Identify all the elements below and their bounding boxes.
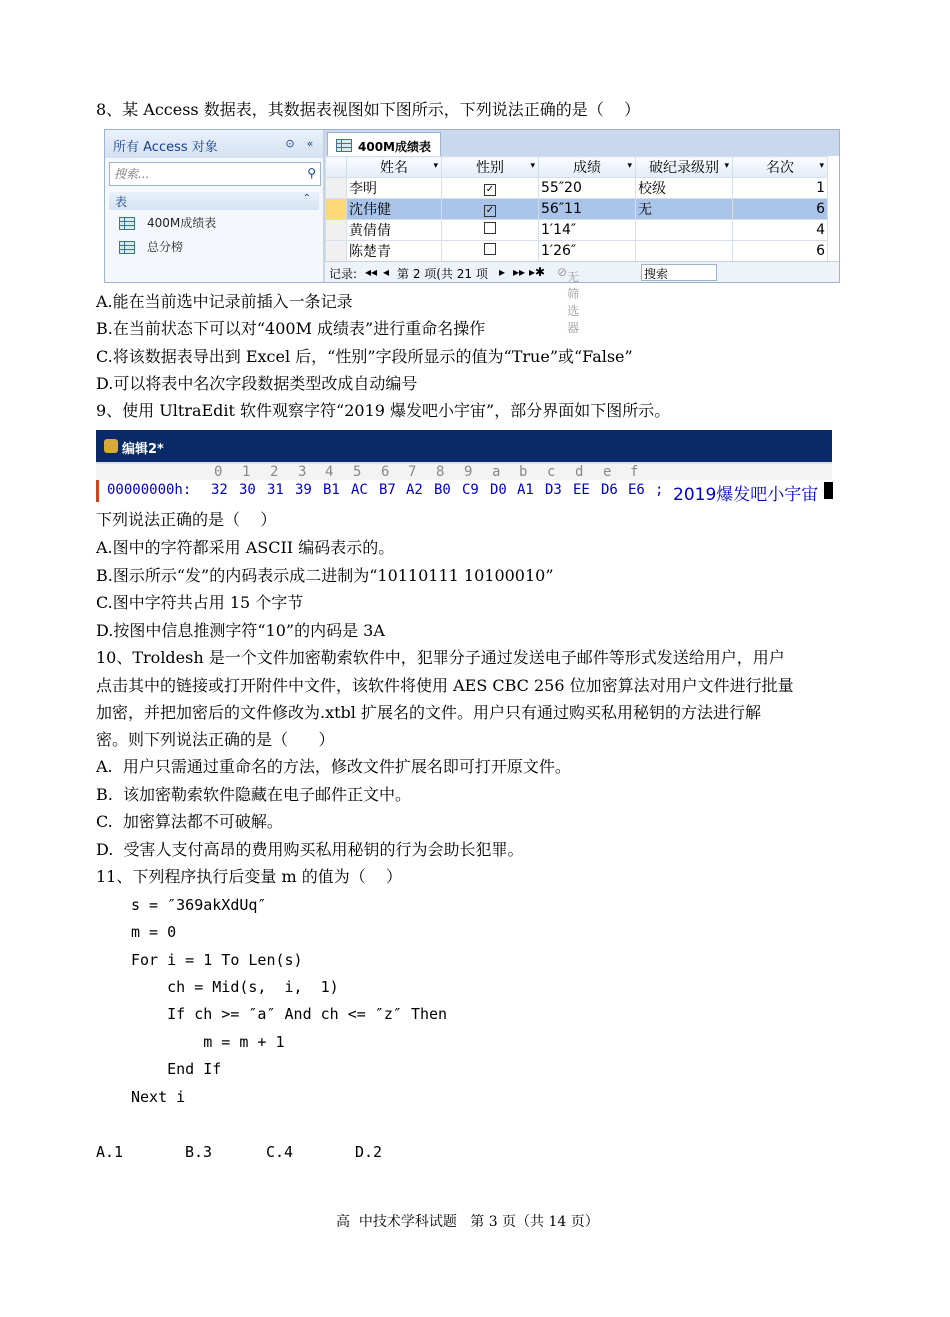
table-row-selected[interactable] <box>326 199 828 220</box>
hex-byte[interactable]: 32 <box>211 482 228 498</box>
tab-table[interactable] <box>327 132 441 157</box>
checkbox-checked[interactable]: ✓ <box>485 184 495 195</box>
hex-byte[interactable]: B1 <box>323 482 340 498</box>
dropdown-arrow-icon: ▾ <box>724 161 729 171</box>
hex-byte[interactable]: A1 <box>517 482 534 498</box>
hex-byte[interactable]: C9 <box>462 482 479 498</box>
q11-option-a: A.1 <box>96 1143 124 1161</box>
cell-rank[interactable]: 4 <box>733 220 828 241</box>
q9-stem: 9、使用 UltraEdit 软件观察字符“2019 爆发吧小宇宙”，部分界面如下图所示。 <box>96 401 671 420</box>
table-row[interactable] <box>326 178 828 199</box>
hex-separator: ; <box>655 482 664 498</box>
last-record-icon[interactable]: ▸▸ <box>513 265 526 279</box>
q10-stem-line: 加密，并把加密后的文件修改为.xtbl 扩展名的文件。用户只有通过购买私用秘钥的方法进行解 <box>96 703 761 722</box>
q10-stem-line: 密。则下列说法正确的是（ ） <box>96 730 335 749</box>
page-footer: 高 中技术学科试题 第 3 页（共 14 页） <box>336 1214 599 1230</box>
cell-score[interactable]: 1′14″ <box>539 220 636 241</box>
chevron-up-icon: ⌃ <box>302 193 311 204</box>
tab-label: 400M成绩表 <box>358 140 431 154</box>
q10-stem-line: 点击其中的链接或打开附件中文件，该软件将使用 AES CBC 256 位加密算法对用户文件进行批量 <box>96 676 794 695</box>
cell-score[interactable]: 55″20 <box>539 178 636 199</box>
nav-collapse-icon[interactable]: « <box>306 137 314 150</box>
nav-group-header[interactable] <box>109 192 319 210</box>
code-line: ch = Mid(s, i, 1) <box>131 978 339 996</box>
ue-title: 编辑2* <box>122 442 164 457</box>
record-label: 记录: <box>329 267 358 281</box>
checkbox-unchecked[interactable] <box>484 243 496 255</box>
record-navigator <box>325 261 839 335</box>
dropdown-arrow-icon: ▾ <box>627 161 632 171</box>
hex-byte[interactable]: 30 <box>239 482 256 498</box>
nav-search-input[interactable] <box>112 164 296 184</box>
column-header[interactable]: 姓名 ▾ <box>347 157 442 178</box>
cell-rank[interactable]: 1 <box>733 178 828 199</box>
q11-stem: 11、下列程序执行后变量 m 的值为（ ） <box>96 867 403 886</box>
hex-byte[interactable]: EE <box>573 482 590 498</box>
new-record-icon[interactable]: ▸✱ <box>529 265 546 279</box>
q11-option-b: B.3 <box>185 1143 213 1161</box>
q8-stem: 8、某 Access 数据表，其数据表视图如下图所示，下列说法正确的是（ ） <box>96 100 641 119</box>
cell-gender[interactable] <box>442 220 539 241</box>
cell-level[interactable]: 无 <box>636 199 733 220</box>
q9-ask: 下列说法正确的是（ ） <box>96 510 277 529</box>
nav-item-table[interactable] <box>119 214 216 232</box>
hex-byte[interactable]: D3 <box>545 482 562 498</box>
code-line: m = m + 1 <box>131 1033 285 1051</box>
nav-header <box>105 130 323 158</box>
cell-gender[interactable] <box>442 241 539 262</box>
q11-option-d: D.2 <box>355 1143 383 1161</box>
cell-name[interactable]: 黄倩倩 <box>347 220 442 241</box>
file-icon <box>104 439 118 453</box>
column-header[interactable]: 成绩 ▾ <box>539 157 636 178</box>
cell-level[interactable] <box>636 241 733 262</box>
cell-level[interactable]: 校级 <box>636 178 733 199</box>
q10-option-b: B. 该加密勒索软件隐藏在电子邮件正文中。 <box>96 785 412 804</box>
text-cursor <box>824 482 833 499</box>
nav-item-label: 400M成绩表 <box>147 216 217 230</box>
datasheet-search-input[interactable]: 搜索 <box>641 264 717 281</box>
q8-option-d: D.可以将表中名次字段数据类型改成自动编号 <box>96 374 418 393</box>
hex-byte[interactable]: B7 <box>379 482 396 498</box>
q9-option-c: C.图中字符共占用 15 个字节 <box>96 593 304 612</box>
q10-option-d: D. 受害人支付高昂的费用购买私用秘钥的行为会助长犯罪。 <box>96 840 524 859</box>
hex-data-row[interactable] <box>96 480 835 505</box>
filter-indicator[interactable]: ⊘ 无筛选器 <box>557 265 580 335</box>
code-line: End If <box>131 1060 222 1078</box>
checkbox-unchecked[interactable] <box>484 222 496 234</box>
q8-option-a: A.能在当前选中记录前插入一条记录 <box>96 292 353 311</box>
code-line: If ch >= ″a″ And ch <= ″z″ Then <box>131 1005 448 1023</box>
search-icon[interactable]: ⚲ <box>307 166 316 180</box>
cell-rank[interactable]: 6 <box>733 199 828 220</box>
prev-record-icon[interactable]: ◂ <box>383 265 390 279</box>
checkbox-checked[interactable]: ✓ <box>485 205 495 216</box>
dropdown-arrow-icon: ▾ <box>433 161 438 171</box>
navigation-pane <box>105 130 325 282</box>
first-record-icon[interactable]: ◂◂ <box>365 265 378 279</box>
hex-byte[interactable]: AC <box>351 482 368 498</box>
nav-item-label: 总分榜 <box>147 240 184 254</box>
cell-name[interactable]: 陈楚青 <box>347 241 442 262</box>
cell-name[interactable]: 沈伟健 <box>347 199 442 220</box>
nav-search-box <box>109 162 321 186</box>
cell-level[interactable] <box>636 220 733 241</box>
q9-option-b: B.图示所示“发”的内码表示成二进制为“10110111 10100010” <box>96 566 554 585</box>
cell-rank[interactable]: 6 <box>733 241 828 262</box>
column-header[interactable]: 性别 ▾ <box>442 157 539 178</box>
next-record-icon[interactable]: ▸ <box>499 265 506 279</box>
code-line: For i = 1 To Len(s) <box>131 951 303 969</box>
table-icon <box>119 241 135 254</box>
dropdown-arrow-icon: ▾ <box>819 161 824 171</box>
nav-title: 所有 Access 对象 <box>113 140 218 155</box>
document-tabbar <box>325 130 839 156</box>
hex-byte[interactable]: D0 <box>490 482 507 498</box>
hex-byte[interactable]: D6 <box>601 482 618 498</box>
cell-gender[interactable] <box>442 199 539 220</box>
q8-option-b: B.在当前状态下可以对“400M 成绩表”进行重命名操作 <box>96 319 486 338</box>
code-line: s = ″369akXdUq″ <box>131 896 267 914</box>
nav-group-label: 表 <box>115 195 128 209</box>
q8-option-c: C.将该数据表导出到 Excel 后，“性别”字段所显示的值为“True”或“False” <box>96 347 633 366</box>
q9-option-a: A.图中的字符都采用 ASCII 编码表示的。 <box>96 538 395 557</box>
hex-byte[interactable]: A2 <box>406 482 423 498</box>
cell-name[interactable]: 李明 <box>347 178 442 199</box>
hex-text-column[interactable]: 2019爆发吧小宇宙 <box>673 485 819 505</box>
row-selector-header[interactable] <box>326 157 347 178</box>
code-line: m = 0 <box>131 923 177 941</box>
q10-option-c: C. 加密算法都不可破解。 <box>96 812 283 831</box>
hex-byte[interactable]: 31 <box>267 482 284 498</box>
q10-option-a: A. 用户只需通过重命名的方法，修改文件扩展名即可打开原文件。 <box>96 757 571 776</box>
table-icon <box>119 217 135 230</box>
table-icon <box>336 139 352 152</box>
cell-gender[interactable] <box>442 178 539 199</box>
column-header[interactable]: 破纪录级别 ▾ <box>636 157 733 178</box>
table-row[interactable] <box>326 220 828 241</box>
record-position[interactable]: 第 2 项(共 21 项 <box>397 267 488 281</box>
dropdown-arrow-icon: ▾ <box>530 161 535 171</box>
cell-score[interactable]: 1′26″ <box>539 241 636 262</box>
q10-stem-line: 10、Troldesh 是一个文件加密勒索软件中，犯罪分子通过发送电子邮件等形式发送给用户，用户 <box>96 648 785 667</box>
ue-titlebar <box>96 430 832 464</box>
q9-option-d: D.按图中信息推测字符“10”的内码是 3A <box>96 621 385 640</box>
cell-score[interactable]: 56″11 <box>539 199 636 220</box>
nav-item-table[interactable] <box>119 238 183 256</box>
hex-byte[interactable]: E6 <box>628 482 645 498</box>
datasheet <box>325 156 839 260</box>
nav-menu-icon[interactable]: ⊙ <box>285 137 295 150</box>
q11-option-c: C.4 <box>266 1143 294 1161</box>
code-line: Next i <box>131 1088 186 1106</box>
table-row[interactable] <box>326 241 828 262</box>
hex-byte[interactable]: 39 <box>295 482 312 498</box>
ultraedit-window <box>96 430 832 505</box>
hex-ruler: 0 1 2 3 4 5 6 7 8 9 a b c d e f <box>96 464 832 480</box>
hex-offset: 00000000h: <box>107 482 192 498</box>
hex-byte[interactable]: B0 <box>434 482 451 498</box>
column-header[interactable]: 名次 ▾ <box>733 157 828 178</box>
